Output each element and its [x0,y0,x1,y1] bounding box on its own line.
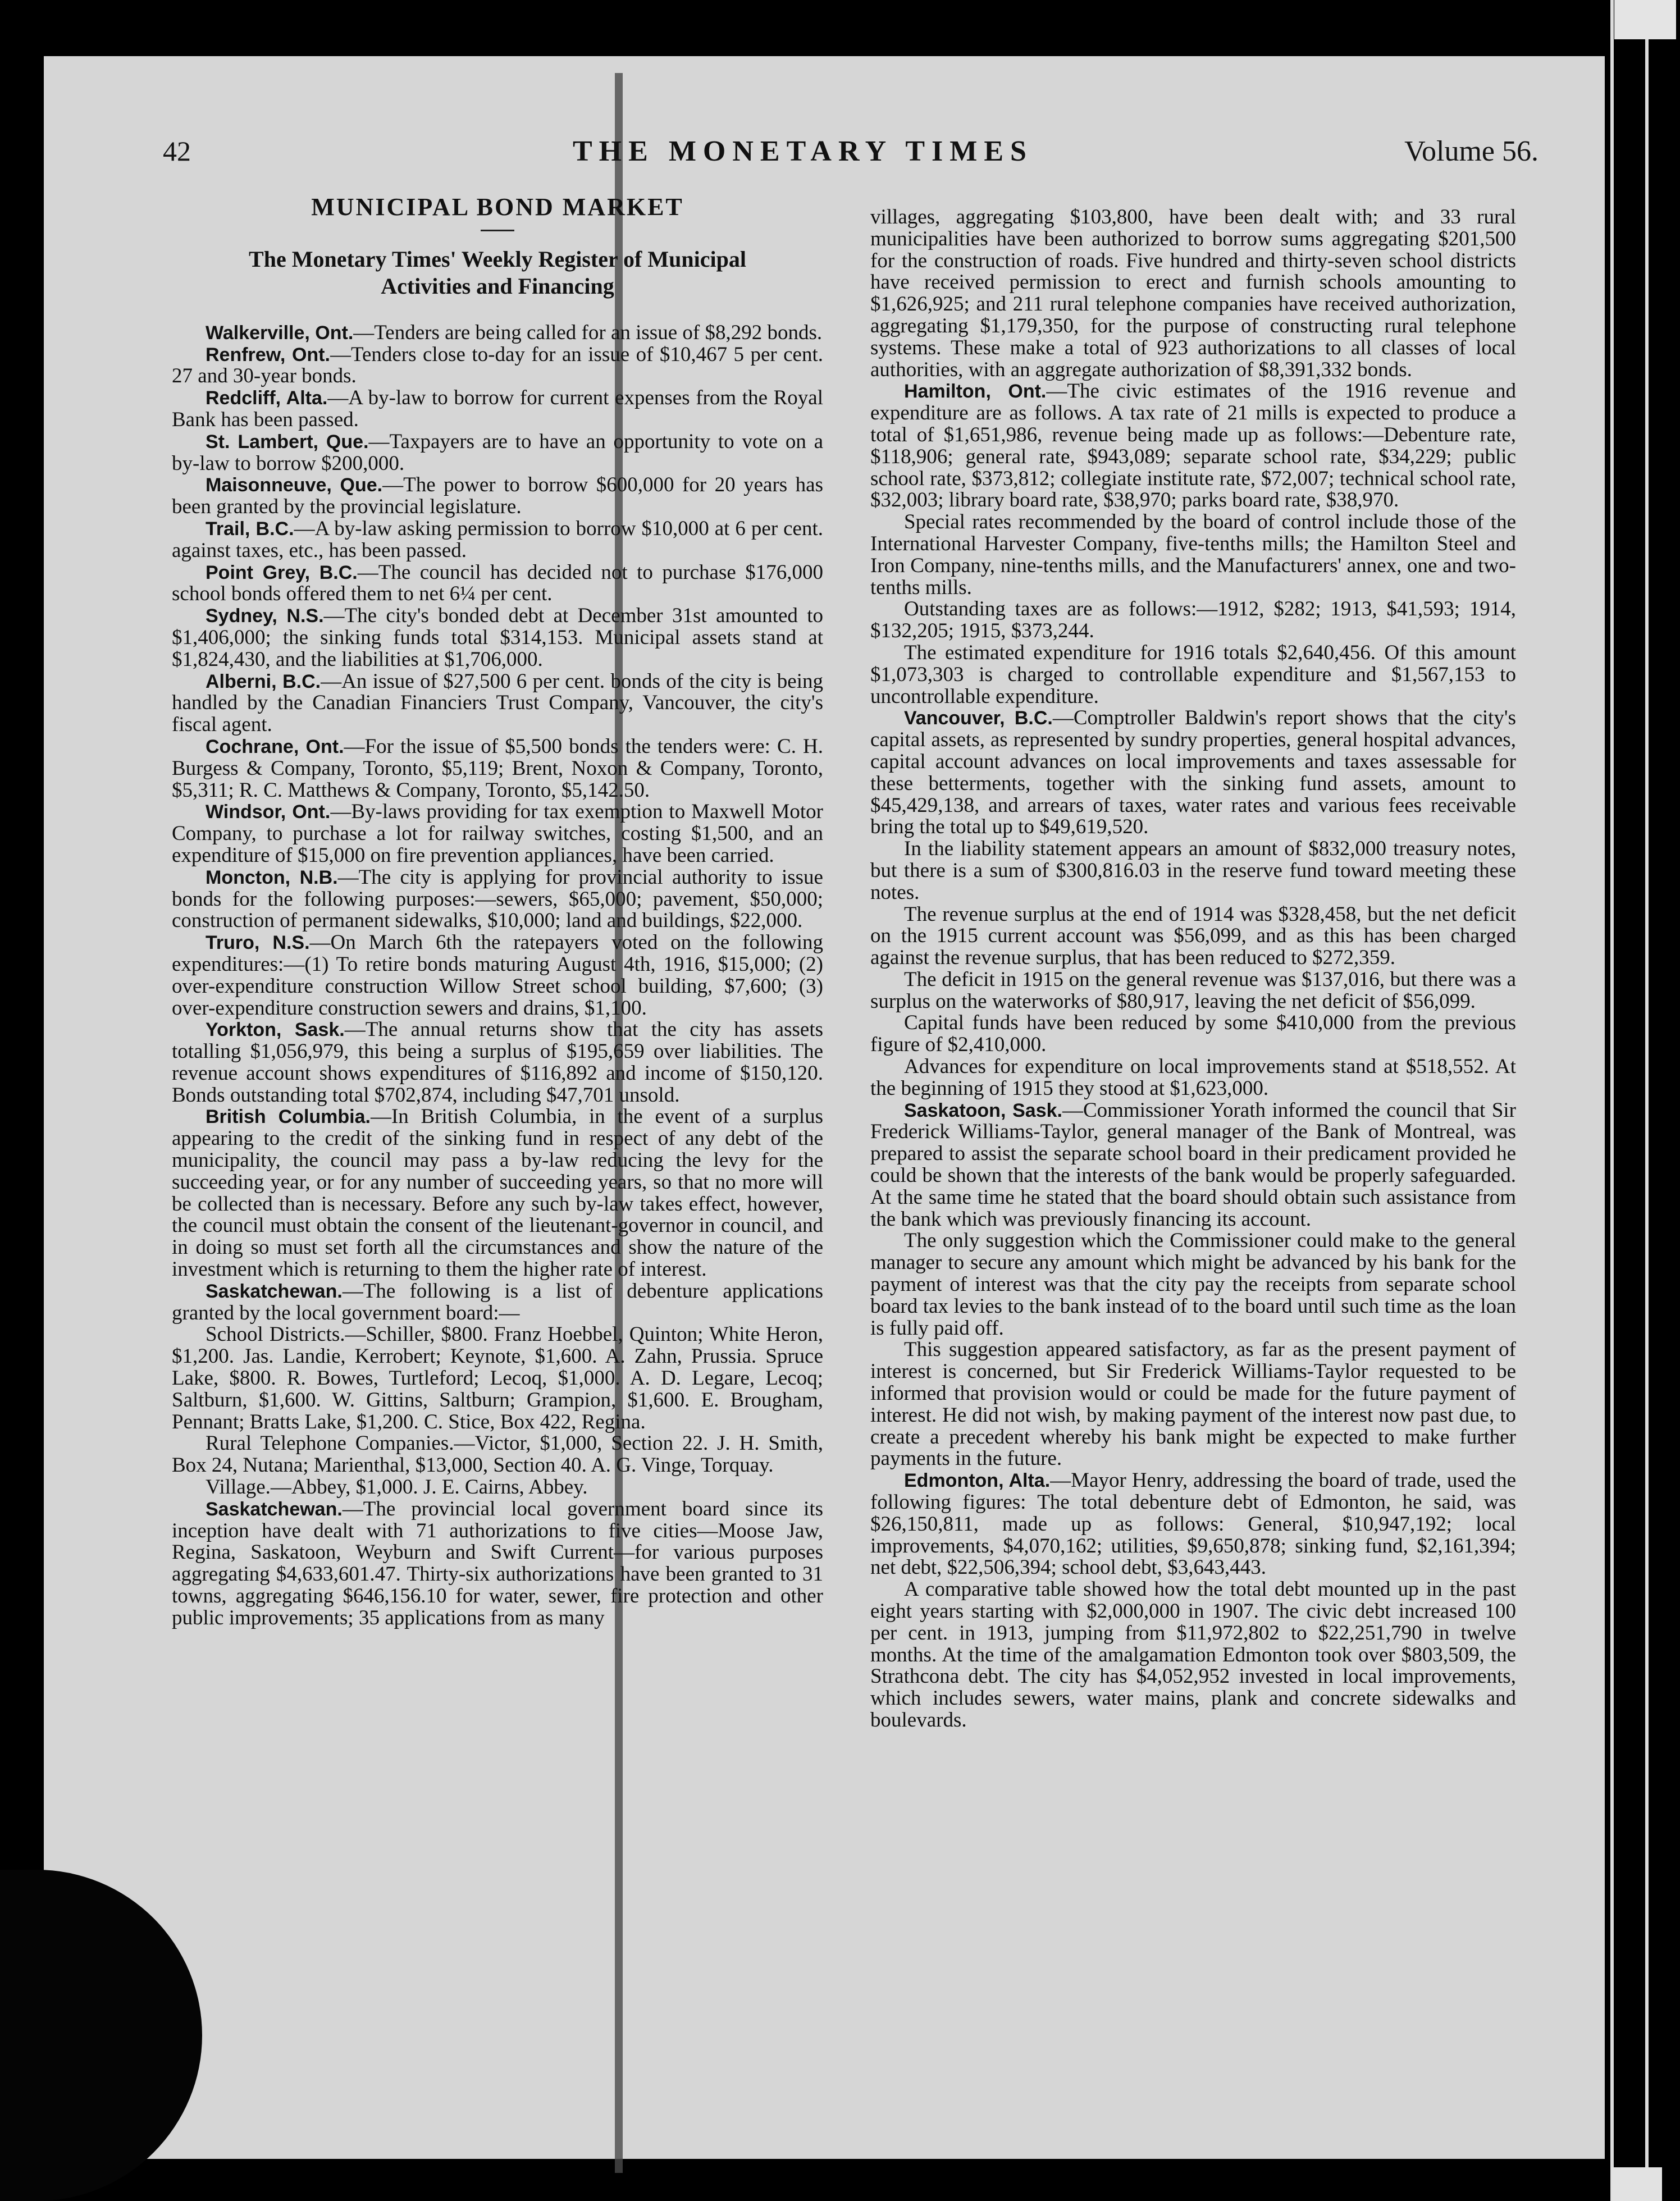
paragraph-text: —In British Columbia, in the event of a surplus appearing to the credit of the sinking fund in respect of any debt of the municipality, the council may pass a by-law reducing the levy for the succeeding year, or for any number of succeeding years, so that no more will be collected than is necessary. Before any such by-law takes effect, however, the council must obtain the consent of the lieutenant-governor in council, and in doing so must set forth all the circumstances and show the nature of the investment which is returning to them the higher rate of interest. [172,1105,823,1281]
paragraph [870,969,1516,1013]
place-heading: Alberni, B.C. [206,670,321,692]
paragraph [870,1056,1516,1100]
paragraph-text: The only suggestion which the Commissioner could make to the general manager to secure any amount which might be advanced by his bank for the payment of interest was that the city pay the receipts from separate school board tax levies to the bank instead of to the board until such time as the loan is fully paid off. [870,1229,1516,1340]
paragraph [172,322,823,344]
right-column [870,207,1516,1732]
paragraph [870,838,1516,903]
place-heading: Edmonton, Alta. [904,1470,1051,1492]
place-heading: Vancouver, B.C. [904,707,1053,729]
page-number: 42 [163,135,191,167]
paragraph [172,932,823,1019]
paragraph [172,1477,823,1499]
paragraph-text: —Taxpayers are to have an opportunity to vote on a by-law to borrow $200,000. [172,430,823,475]
paragraph [870,1100,1516,1231]
paragraph-text: Rural Telephone Companies.—Victor, $1,000, Section 22. J. H. Smith, Box 24, Nutana; Marienthal, $13,000, Section 40. A. G. Vinge, Torquay. [172,1432,823,1477]
place-heading: Windsor, Ont. [206,801,331,823]
paragraph-text: —The provincial local government board since its inception have dealt with 71 authorizations to five cities—Moose Jaw, Regina, Saskatoon, Weyburn and Swift Current—for various purposes aggregating $4,633,601.47. Thirty-six authorizations have been granted to 31 towns, aggregating $646,156.10 for water, sewer, fire protection and other public improvements; 35 applications from as many [172,1497,823,1629]
paragraph-text: —The city is applying for provincial authority to issue bonds for the following purposes:—sewers, $65,000; pavement, $50,000; construction of permanent sidewalks, $10,000; land and buildings, $22,000. [172,865,823,933]
section-subtitle [172,246,823,300]
paragraph [172,1499,823,1629]
paragraph [172,736,823,801]
paragraph [870,1339,1516,1470]
paragraph [172,474,823,518]
paragraph-text: In the liability statement appears an amount of $832,000 treasury notes, but there is a sum of $300,816.03 in the reserve fund toward meeting these notes. [870,837,1516,904]
place-heading: Truro, N.S. [206,932,310,954]
paragraph-text: —The city's bonded debt at December 31st amounted to $1,406,000; the sinking funds total $314,153. Municipal assets stand at $1,824,430, and the liabilities at $1,706,000. [172,604,823,671]
paragraph-text: —For the issue of $5,500 bonds the tenders were: C. H. Burgess & Company, Toronto, $5,119; Brent, Noxon & Company, Toronto, $5,311; R. C. Matthews & Company, Toronto, $5,142.50. [172,734,823,802]
page-header [163,135,1539,180]
paragraph [172,1281,823,1325]
paragraph-text: —The civic estimates of the 1916 revenue and expenditure are as follows. A tax rate of 21 mills is expected to produce a total of $1,651,986, revenue being made up as follows:—Debenture rate, $118,906; general rate, $943,089; separate school rate, $34,229; public school rate, $373,812; collegiate institute rate, $72,007; technical school rate, $32,003; library board rate, $38,970; parks board rate, $38,970. [870,380,1516,512]
paragraph [172,867,823,932]
paragraph-text: —The power to borrow $600,000 for 20 years has been granted by the provincial legislature. [172,473,823,519]
left-items [172,322,823,1629]
paragraph-text: —Tenders are being called for an issue of $8,292 bonds. [353,321,823,344]
paragraph-text: —A by-law to borrow for current expenses from the Royal Bank has been passed. [172,386,823,431]
paragraph-text: A comparative table showed how the total debt mounted up in the past eight years starting with $2,000,000 in 1907. The civic debt increased 100 per cent. in 1913, jumping from $11,972,802 to $22,251,790 in twelve months. At the time of the amalgamation Edmonton took over $803,509, the Strathcona debt. The city has $4,052,952 invested in local improvements, which includes sewers, water mains, plank and concrete sidewalks and boulevards. [870,1578,1516,1732]
paragraph [172,562,823,606]
paragraph-text: —Tenders close to-day for an issue of $10,467 5 per cent. 27 and 30-year bonds. [172,343,823,388]
paragraph [870,1230,1516,1339]
title-rule [481,230,514,231]
left-column [172,193,824,1629]
page-edge [1605,0,1680,2201]
paragraph-text: —The annual returns show that the city has assets totalling $1,056,979, this being a surplus of $195,659 over liabilities. The revenue account shows expenditures of $116,892 and income of $150,120. Bonds outstanding total $702,874, including $47,701 unsold. [172,1018,823,1107]
place-heading: St. Lambert, Que. [206,431,369,453]
paragraph [870,207,1516,381]
place-heading: Renfrew, Ont. [206,344,330,366]
paragraph [870,599,1516,642]
page-edge-bottom [1611,2167,1662,2201]
paragraph [172,801,823,866]
paragraph [172,344,823,388]
paragraph-text: —By-laws providing for tax exemption to Maxwell Motor Company, to purchase a lot for railway switches, costing $1,500, and an expenditure of $15,000 on fire prevention appliances, have been carried. [172,800,823,867]
paragraph-text: Special rates recommended by the board of control include those of the International Harvester Company, five-tenths mills; the Hamilton Steel and Iron Company, nine-tenths mills, and the Manufacturers' annex, one and two-tenths mills. [870,510,1516,599]
place-heading: Redcliff, Alta. [206,387,328,409]
paragraph-text: Village.—Abbey, $1,000. J. E. Cairns, Abbey. [206,1476,588,1499]
place-heading: Saskatoon, Sask. [904,1099,1062,1121]
paragraph-text: —A by-law asking permission to borrow $10,000 at 6 per cent. against taxes, etc., has been passed. [172,517,823,562]
paragraph [870,1470,1516,1579]
paragraph [172,387,823,431]
place-heading: Point Grey, B.C. [206,561,358,583]
right-items [870,207,1516,1732]
paragraph-text: Advances for expenditure on local improvements stand at $518,552. At the beginning of 1915 they stood at $1,623,000. [870,1055,1516,1100]
place-heading: Cochrane, Ont. [206,736,344,757]
paragraph-text: —Comptroller Baldwin's report shows that the city's capital assets, as represented by sundry properties, general hospital advances, capital account advances on local improvements and taxes assessable for these betterments, together with the sinking fund assets, amount to $45,429,138, and arrears of taxes, water rates and various fees receivable bring the total up to $49,619,520. [870,706,1517,839]
place-heading: Yorkton, Sask. [206,1019,345,1041]
paragraph-text: villages, aggregating $103,800, have been dealt with; and 33 rural municipalities have been authorized to borrow sums aggregating $201,500 for the construction of roads. Five hundred and thirty-seven school districts have received permission to erect and furnish schools amounting to $1,626,925; and 211 rural telephone companies have received authorization, aggregating $1,179,350, for the purpose of constructing rural telephone systems. These make a total of 923 authorizations to all classes of local authorities, with an aggregate authorization of $8,391,332 bonds. [870,206,1516,381]
paragraph-text: This suggestion appeared satisfactory, as far as the present payment of interest is concerned, but Sir Frederick Williams-Taylor requested to be informed that provision would or could be made for the future payment of interest. He did not wish, by making payment of the interest now past due, to create a precedent whereby his bank might be expected to make further payments in the future. [870,1338,1516,1471]
place-heading: Hamilton, Ont. [904,381,1047,403]
paragraph-text: The deficit in 1915 on the general revenue was $137,016, but there was a surplus on the waterworks of $80,917, leaving the net deficit of $56,099. [870,967,1516,1013]
volume-label: Volume 56. [1404,135,1539,167]
place-heading: Moncton, N.B. [206,866,338,888]
paragraph [870,1579,1516,1732]
page-edge-top [1614,0,1676,39]
paragraph-text: Capital funds have been reduced by some $410,000 from the previous figure of $2,410,000. [870,1011,1516,1057]
paragraph [172,1324,823,1433]
section-title: MUNICIPAL BOND MARKET [311,193,684,221]
paragraph-text: —Commissioner Yorath informed the council that Sir Frederick Williams-Taylor, general manager of the Bank of Montreal, was prepared to assist the separate school board in their predicament provided he could be shown that the interests of the bank would be properly safeguarded. At the same time he stated that the board should obtain such assistance from the bank which was previously financing its account. [870,1098,1517,1231]
paragraph [870,904,1516,969]
paragraph-text: The estimated expenditure for 1916 totals $2,640,456. Of this amount $1,073,303 is charged to controllable expenditure and $1,567,153 to uncontrollable expenditure. [870,641,1516,708]
paragraph [172,1019,823,1106]
paragraph [870,642,1516,707]
paragraph [870,512,1516,599]
paragraph-text: —The council has decided not to purchase $176,000 school bonds offered them to net 6¼ per cent. [172,560,824,606]
paragraph-text: —Mayor Henry, addressing the board of trade, used the following figures: The total debenture debt of Edmonton, he said, was $26,150,811, made up as follows: General, $10,947,192; local improvements, $4,070,162; utilities, $9,650,878; sinking fund, $2,161,394; net debt, $22,506,394; school debt, $3,643,443. [870,1469,1516,1579]
paragraph-text: —On March 6th the ratepayers voted on the following expenditures:—(1) To retire bonds maturing August 4th, 1916, $15,000; (2) over-expenditure construction Willow Street school building, $7,600; (3) over-expenditure construction sewers and drains, $1,100. [172,931,823,1020]
paragraph [172,431,823,475]
subtitle-line-1: The Monetary Times' Weekly Register of Municipal [249,246,746,272]
paragraph-text: School Districts.—Schiller, $800. Franz Hoebbel, Quinton; White Heron, $1,200. Jas. Landie, Kerrobert; Keynote, $1,600. A. Zahn, Prussia. Spruce Lake, $800. R. Bowes, Turtleford; Lecoq, $1,000. A. D. Legare, Lecoq; Saltburn, $1,600. W. Gittins, Saltburn; Grampion, $1,600. E. Brougham, Pennant; Bratts Lake, $1,200. C. Stice, Box 422, Regina. [172,1323,823,1433]
place-heading: British Columbia. [206,1106,371,1128]
place-heading: Sydney, N.S. [206,605,324,627]
paragraph [172,1106,823,1280]
paragraph-text: —An issue of $27,500 6 per cent. bonds of the city is being handled by the Canadian Financiers Trust Company, Vancouver, the city's fiscal agent. [172,669,823,737]
paragraph-text: Outstanding taxes are as follows:—1912, $282; 1913, $41,593; 1914, $132,205; 1915, $373,244. [870,597,1516,643]
place-heading: Trail, B.C. [206,518,294,540]
paragraph [870,707,1516,838]
paragraph [172,1433,823,1477]
publication-title: THE MONETARY TIMES [573,135,1033,167]
paragraph [870,1012,1516,1056]
paragraph [172,518,823,562]
place-heading: Saskatchewan. [206,1498,343,1520]
paragraph [172,605,823,670]
paragraph [870,381,1516,512]
paragraph-text: —The following is a list of debenture applications granted by the local government board:— [172,1279,823,1325]
subtitle-line-2: Activities and Financing [381,273,614,299]
place-heading: Walkerville, Ont. [206,322,354,344]
place-heading: Saskatchewan. [206,1280,343,1302]
place-heading: Maisonneuve, Que. [206,474,383,496]
paragraph [172,671,823,736]
paragraph-text: The revenue surplus at the end of 1914 was $328,458, but the net deficit on the 1915 current account was $56,099, and as this has been charged against the revenue surplus, that has been reduced to $272,359. [870,902,1516,970]
